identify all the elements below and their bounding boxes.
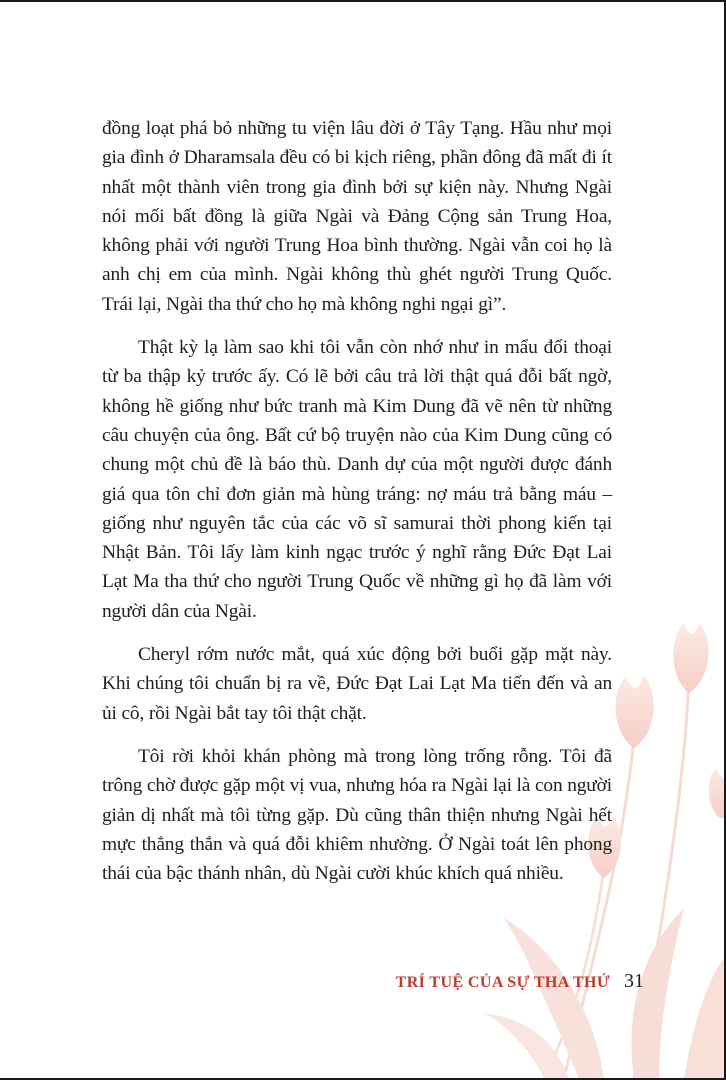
paragraph-2: Thật kỳ lạ làm sao khi tôi vẫn còn nhớ như in mẩu đối thoại từ ba thập kỷ trước ấy. Có lẽ bởi câu trả lời thật quá đỗi bất ngờ, không hề giống như bức tranh mà Kim Dung đã vẽ nên từ những câu chuyện của ông. Bất cứ bộ truyện nào của Kim Dung cũng có chung một chủ đề là báo thù. Danh dự của một người được đánh giá qua tôn chỉ đơn giản mà hùng tráng: nợ máu trả bằng máu – giống như nguyên tắc của các võ sĩ samurai thời phong kiến tại Nhật Bản. Tôi lấy làm kinh ngạc trước ý nghĩ rằng Đức Đạt Lai Lạt Ma tha thứ cho người Trung Quốc về những gì họ đã làm với người dân của Ngài. — [102, 337, 612, 622]
body-text — [102, 114, 612, 902]
page-number: 31 — [624, 970, 644, 992]
page-footer — [396, 970, 644, 993]
running-chapter-title: TRÍ TUỆ CỦA SỰ THA THỨ — [395, 974, 610, 991]
paragraph-4: Tôi rời khỏi khán phòng mà trong lòng trống rỗng. Tôi đã trông chờ được gặp một vị vua, nhưng hóa ra Ngài lại là con người giản dị nhất mà tôi từng gặp. Dù cũng thân thiện nhưng Ngài hết mực thẳng thắn và quá đỗi khiêm nhường. Ở Ngài toát lên phong thái của bậc thánh nhân, dù Ngài cười khúc khích quá nhiều. — [102, 745, 612, 885]
paragraph-3: Cheryl rớm nước mắt, quá xúc động bởi buổi gặp mặt này. Khi chúng tôi chuẩn bị ra về, Đức Đạt Lai Lạt Ma tiến đến và an ủi cô, rồi Ngài bắt tay tôi thật chặt. — [102, 644, 612, 724]
paragraph-1: đồng loạt phá bỏ những tu viện lâu đời ở Tây Tạng. Hầu như mọi gia đình ở Dharamsala đều có bi kịch riêng, phần đông đã mất đi ít nhất một thành viên trong gia đình bởi sự kiện này. Nhưng Ngài nói mối bất đồng là giữa Ngài và Đảng Cộng sản Trung Hoa, không phải với người Trung Hoa bình thường. Ngài vẫn coi họ là anh chị em của mình. Ngài không thù ghét người Trung Quốc. Trái lại, Ngài tha thứ cho họ mà không nghi ngại gì”. — [102, 118, 612, 315]
